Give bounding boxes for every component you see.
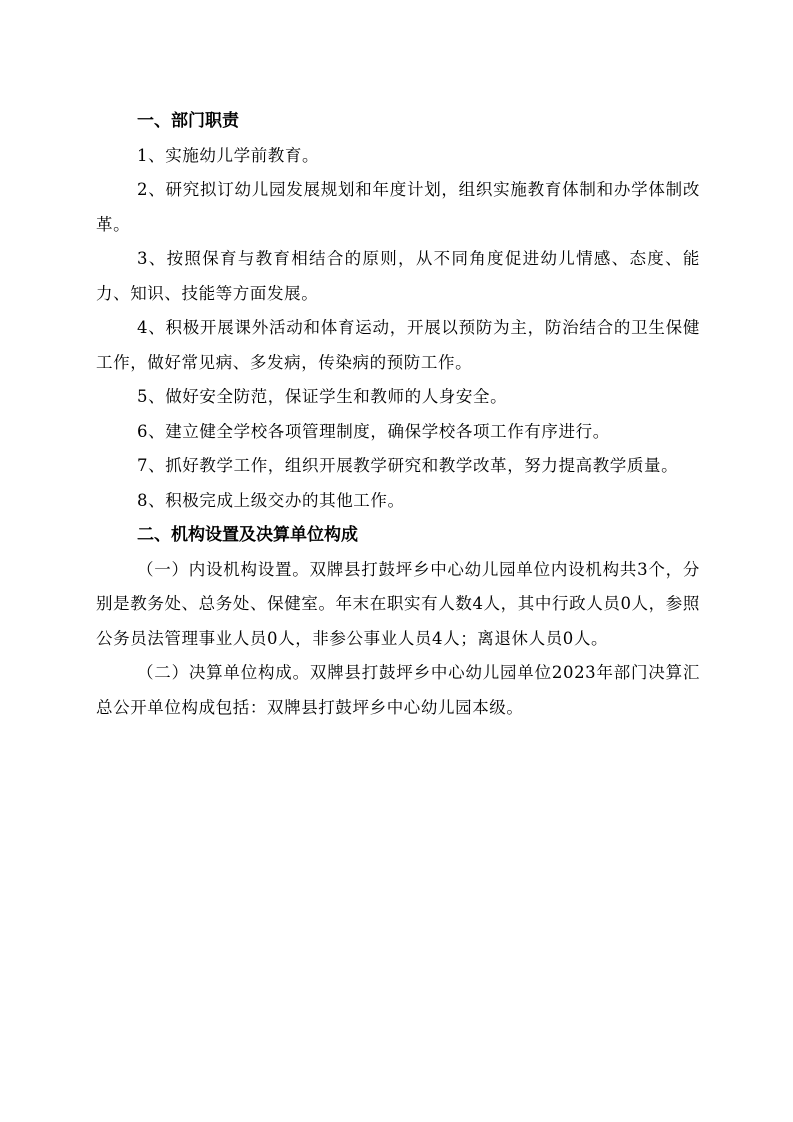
section-2-heading: 二、机构设置及决算单位构成 — [137, 525, 358, 545]
duty-item-3: 3、按照保育与教育相结合的原则，从不同角度促进幼儿情感、态度、能力、知识、技能等方面发展。 — [96, 249, 700, 303]
duty-item-7: 7、抓好教学工作，组织开展教学研究和教学改革，努力提高教学质量。 — [137, 456, 679, 475]
duty-item-2: 2、研究拟订幼儿园发展规划和年度计划，组织实施教育体制和办学体制改革。 — [96, 180, 700, 234]
duty-item-1: 1、实施幼儿学前教育。 — [137, 145, 320, 165]
duty-item-4: 4、积极开展课外活动和体育运动，开展以预防为主，防治结合的卫生保健工作，做好常见病、多发病，传染病的预防工作。 — [96, 318, 700, 372]
duty-item-5: 5、做好安全防范，保证学生和教师的人身安全。 — [137, 387, 508, 406]
budget-unit-paragraph: （二）决算单位构成。双牌县打鼓坪乡中心幼儿园单位2023年部门决算汇总公开单位构成包括：双牌县打鼓坪乡中心幼儿园本级。 — [96, 663, 700, 717]
document-page — [96, 104, 700, 725]
section-1-heading: 一、部门职责 — [137, 111, 239, 131]
duty-item-6: 6、建立健全学校各项管理制度，确保学校各项工作有序进行。 — [137, 421, 610, 441]
internal-structure-paragraph: （一）内设机构设置。双牌县打鼓坪乡中心幼儿园单位内设机构共3个，分别是教务处、总务处、保健室。年末在职实有人数4人，其中行政人员0人，参照公务员法管理事业人员0人，非参公事业人员4人；离退休人员0人。 — [96, 559, 700, 648]
duty-item-8: 8、积极完成上级交办的其他工作。 — [137, 490, 405, 510]
